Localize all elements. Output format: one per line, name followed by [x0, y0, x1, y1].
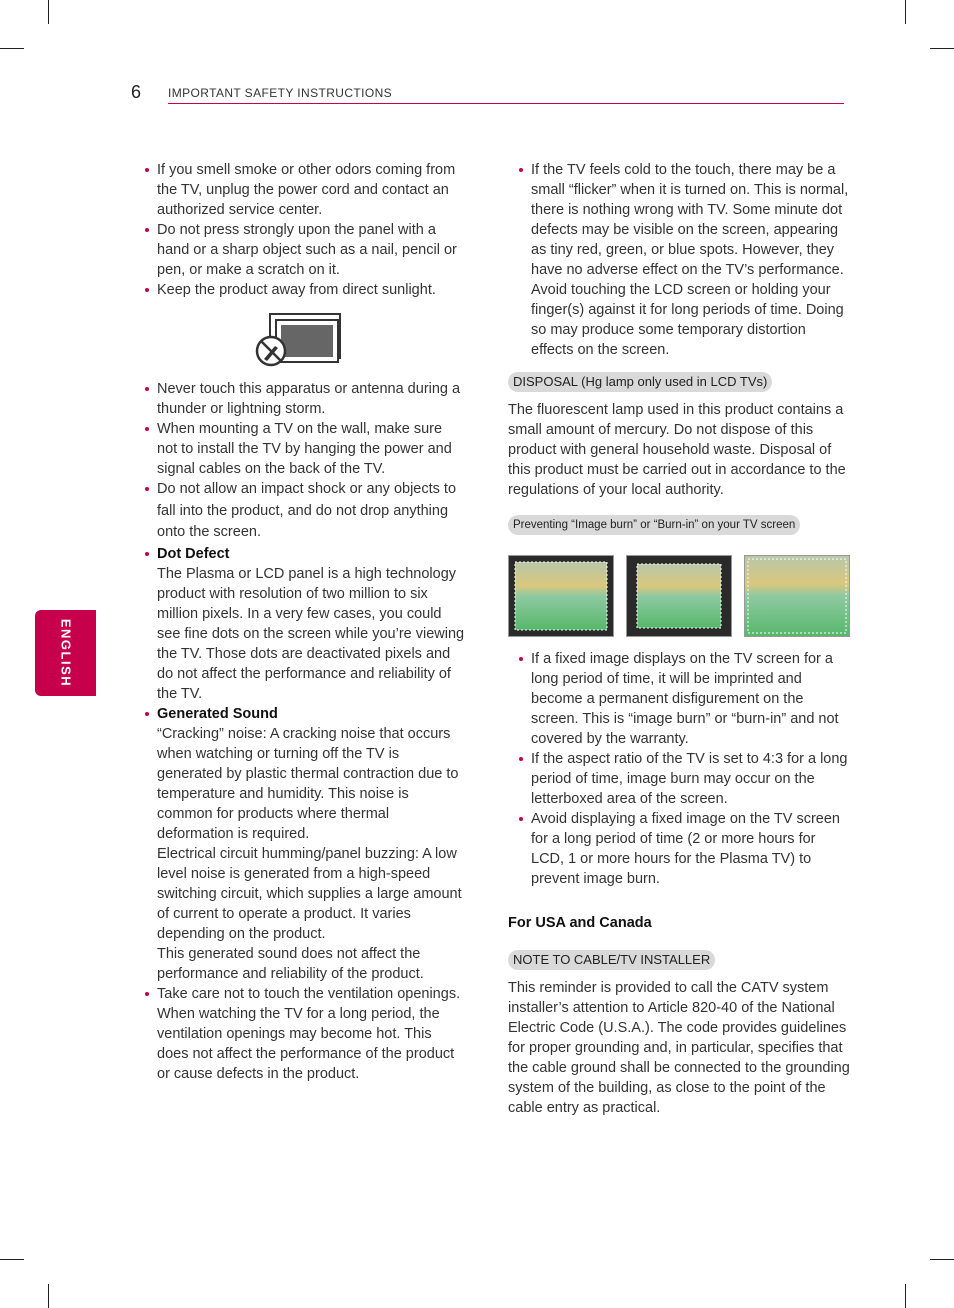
- crop-mark: [930, 48, 954, 49]
- list-item: Keep the product away from direct sunlight.: [145, 280, 465, 300]
- list-item: If a fixed image displays on the TV screen for a long period of time, it will be imprinted and become a permanent disfigurement on the screen. This is “image burn” or “burn-in” and not covered by the warranty.: [519, 649, 850, 749]
- prohibited-icon: [255, 335, 287, 367]
- disposal-section: [508, 372, 850, 500]
- right-column: [508, 160, 850, 1118]
- header-title: IMPORTANT SAFETY INSTRUCTIONS: [168, 86, 393, 100]
- crop-mark: [930, 1259, 954, 1260]
- left-column: [145, 160, 465, 1084]
- list-item: If the aspect ratio of the TV is set to 4:3 for a long period of time, image burn may occur on the letterboxed area of the screen.: [519, 749, 850, 809]
- burn-in-image: [626, 555, 732, 637]
- bullet-list: [145, 160, 465, 300]
- list-item: Never touch this apparatus or antenna during a thunder or lightning storm.: [145, 379, 465, 419]
- generated-sound-title: Generated Sound: [157, 705, 278, 722]
- list-item: When mounting a TV on the wall, make sure not to install the TV by hanging the power and signal cables on the back of the TV.: [145, 419, 465, 479]
- bullet-list: [508, 160, 850, 360]
- bullet-list: [145, 379, 465, 1084]
- section-label: NOTE TO CABLE/TV INSTALLER: [508, 950, 715, 970]
- generated-sound-text: This generated sound does not affect the performance and reliability of the product.: [157, 945, 424, 982]
- no-touch-screen-icon: [255, 313, 345, 365]
- section-label: Preventing “Image burn” or “Burn-in” on your TV screen: [508, 515, 800, 535]
- generated-sound-text: “Cracking” noise: A cracking noise that occurs when watching or turning off the TV is generated by plastic thermal contraction due to temperature and humidity. This noise is common for products where thermal deformation is required.: [157, 725, 459, 842]
- dot-defect-text: The Plasma or LCD panel is a high technology product with resolution of two million to six million pixels. In a very few cases, you could see fine dots on the screen while you’re viewing the TV. Those dots are deactivated pixels and do not affect the performance and reliability of the TV.: [157, 565, 465, 702]
- language-tab-label: ENGLISH: [58, 618, 73, 688]
- list-item: Do not allow an impact shock or any objects to fall into the product, and do not drop anything onto the screen.: [145, 479, 465, 544]
- generated-sound-text: Electrical circuit humming/panel buzzing: A low level noise is generated from a high-speed switching circuit, which supplies a large amount of current to operate a product. It varies depending on the product.: [157, 845, 462, 942]
- installer-note-text: This reminder is provided to call the CATV system installer’s attention to Article 820-40 of the National Electric Code (U.S.A.). The code provides guidelines for proper grounding and, in particular, specifies that the cable ground shall be connected to the grounding system of the building, as close to the point of the cable entry as practical.: [508, 980, 850, 1116]
- burn-in-image: [508, 555, 614, 637]
- crop-mark: [0, 48, 24, 49]
- list-item-dot-defect: [145, 544, 465, 704]
- crop-mark: [905, 1284, 906, 1308]
- usa-canada-section: [508, 913, 850, 1118]
- dot-defect-title: Dot Defect: [157, 545, 230, 562]
- list-item-generated-sound: [145, 704, 465, 984]
- burn-in-image: [744, 555, 850, 637]
- disposal-text: The fluorescent lamp used in this product contains a small amount of mercury. Do not dispose of this product with general household waste. Disposal of this product must be carried out in accordance to the regulations of your local authority.: [508, 402, 846, 498]
- list-item: Take care not to touch the ventilation openings. When watching the TV for a long period, the ventilation openings may become hot. This does not affect the performance of the product or cause defects in the product.: [145, 984, 465, 1084]
- note-label-wrap: [508, 950, 850, 970]
- section-label: DISPOSAL (Hg lamp only used in LCD TVs): [508, 372, 772, 392]
- section-title: For USA and Canada: [508, 915, 652, 931]
- crop-mark: [0, 1259, 24, 1260]
- burn-in-images: [508, 555, 850, 637]
- crop-mark: [48, 1284, 49, 1308]
- bullet-list: [508, 649, 850, 889]
- crop-mark: [905, 0, 906, 24]
- crop-mark: [48, 0, 49, 24]
- list-item: Do not press strongly upon the panel with a hand or a sharp object such as a nail, pencil or pen, or make a scratch on it.: [145, 220, 465, 280]
- page-number: 6: [131, 82, 142, 102]
- language-tab: [35, 610, 96, 696]
- burn-in-section: [508, 514, 850, 889]
- list-item: If the TV feels cold to the touch, there may be a small “flicker” when it is turned on. This is normal, there is nothing wrong with TV. Some minute dot defects may be visible on the screen, appearing as tiny red, green, or blue spots. However, they have no adverse effect on the TV’s performance. Avoid touching the LCD screen or holding your finger(s) against it for long periods of time. Doing so may produce some temporary distortion effects on the screen.: [519, 160, 850, 360]
- list-item: Avoid displaying a fixed image on the TV screen for a long period of time (2 or more hours for LCD, 1 or more hours for the Plasma TV) to prevent image burn.: [519, 809, 850, 889]
- list-item: If you smell smoke or other odors coming from the TV, unplug the power cord and contact an authorized service center.: [145, 160, 465, 220]
- header-rule: [168, 103, 844, 104]
